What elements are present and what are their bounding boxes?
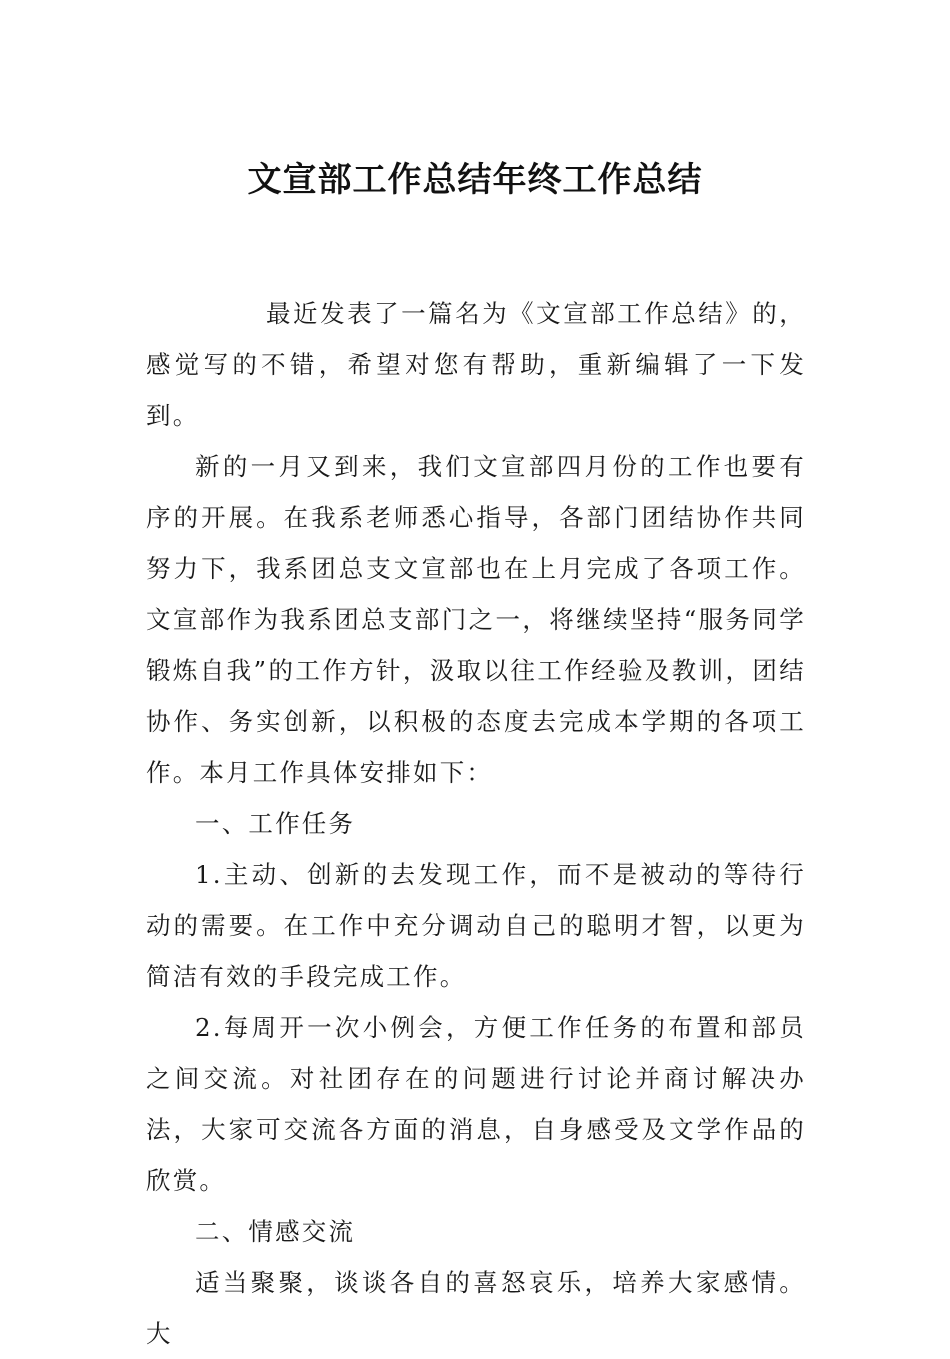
section-heading: 二、情感交流 — [195, 1217, 356, 1246]
list-item: 2.每周开一次小例会，方便工作任务的布置和部员之间交流。对社团存在的问题进行讨论并商讨解决办法，大家可交流各方面的消息，自身感受及文学作品的欣赏。 — [146, 1013, 806, 1195]
body-paragraph: 新的一月又到来，我们文宣部四月份的工作也要有序的开展。在我系老师悉心指导，各部门团结协作共同努力下，我系团总支文宣部也在上月完成了各项工作。文宣部作为我系团总支部门之一，将继续坚持“服务同学锻炼自我”的工作方针，汲取以往工作经验及教训，团结协作、务实创新，以积极的态度去完成本学期的各项工作。本月工作具体安排如下： — [146, 452, 806, 787]
list-item: 1.主动、创新的去发现工作，而不是被动的等待行动的需要。在工作中充分调动自己的聪明才智，以更为简洁有效的手段完成工作。 — [146, 860, 806, 991]
section-heading: 一、工作任务 — [195, 809, 356, 838]
document-title: 文宣部工作总结年终工作总结 — [247, 160, 703, 200]
body-paragraph: 适当聚聚，谈谈各自的喜怒哀乐，培养大家感情。大 — [146, 1268, 806, 1348]
document-body — [146, 288, 806, 1359]
intro-paragraph: 最近发表了一篇名为《文宣部工作总结》的，感觉写的不错，希望对您有帮助，重新编辑了一下发到。 — [146, 299, 806, 430]
